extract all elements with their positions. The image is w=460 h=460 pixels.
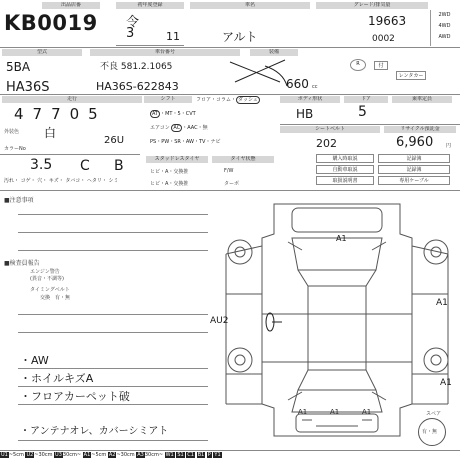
interior-checklist: 汚れ・ コゲ・ 穴・ キズ・ タバコ・ ヘタリ・ シミ: [4, 178, 119, 184]
interior-opt: タバコ: [65, 178, 81, 184]
venue-header: 出品店番: [42, 2, 100, 9]
displacement: 660: [286, 77, 309, 91]
model: 5BA: [6, 60, 31, 74]
damage-mark: AU2: [210, 316, 229, 326]
recycle-header: リサイクル預託金: [384, 126, 456, 133]
damage-mark: A1: [298, 408, 308, 416]
legend-s1: S1: [177, 452, 184, 458]
recycle-unit: 円: [446, 143, 452, 149]
trans-mt: MT: [165, 111, 173, 117]
drive-awd: AWD: [438, 34, 451, 40]
trans-cvt: CVT: [185, 111, 196, 117]
opt-purchase-manual: 購入時取説: [316, 154, 374, 163]
damage-mark: A1: [436, 298, 448, 308]
turbo-label: ターボ: [224, 181, 240, 187]
damage-mark: A1: [362, 408, 372, 416]
first-reg-header: 初年度登録: [116, 2, 184, 9]
drive-4wd: 4WD: [438, 23, 451, 29]
spare-value: 有・無: [422, 429, 438, 435]
legend-a3-desc: 30cm~: [144, 452, 164, 458]
car-name-header: 車名: [190, 2, 310, 9]
seatbelt-header: シートベルト: [280, 126, 380, 133]
trans-5: 5: [177, 111, 181, 117]
tire-opt-1: ヒビ・A・交換推: [150, 169, 189, 175]
equip-aw: AW: [185, 139, 194, 145]
legend-u3: U3: [55, 452, 62, 458]
interior-opt: コゲ: [20, 178, 31, 184]
mileage: 47705: [14, 105, 107, 123]
trans-options: AT ・MT・5・CVT: [152, 111, 196, 117]
engine-label: エンジン警告: [30, 269, 60, 275]
grade-text: 19663: [368, 14, 407, 28]
shift-dash: ダッシュ: [238, 97, 258, 103]
doors: 5: [358, 104, 367, 120]
model-header: 型式: [2, 49, 82, 56]
interior-opt: キズ: [48, 178, 59, 184]
studless-header: スタッドレスタイヤ: [146, 156, 208, 163]
damage-mark: A1: [336, 234, 347, 243]
vin-scribble-icon: [225, 52, 295, 92]
interior-grade: C: [80, 158, 90, 174]
ac-none: 無: [202, 125, 208, 131]
opt-car-manual: 自動車取説: [316, 165, 374, 174]
equip-tv: TV: [198, 139, 206, 145]
cc-unit: cc: [312, 84, 318, 90]
recycle: 6,960: [396, 135, 434, 150]
seats-header: 乗車定員: [392, 96, 452, 103]
seatbelt: 202: [316, 137, 337, 150]
handwritten-note: ・ホイルキズA: [20, 372, 94, 385]
legend-u1-desc: ~5cm: [8, 452, 24, 458]
reg-year: 3: [126, 26, 135, 41]
grade-header: グレード/排気量: [316, 2, 428, 9]
exterior-grade: B: [114, 158, 124, 174]
spare-label: スペア: [426, 411, 442, 417]
legend-u3-desc: 30cm~: [62, 452, 82, 458]
shift-header: シフト: [144, 96, 192, 103]
opt-fu: 付: [374, 61, 388, 70]
shift-options: フロア・コラム・ ダッシュ: [196, 97, 258, 103]
handwritten-note: ・AW: [20, 354, 49, 367]
vin-model: HA36S: [6, 80, 50, 95]
legend-a2: A2: [108, 452, 116, 458]
opt-rental: レンタカー: [396, 71, 426, 80]
fw-label: F/W: [224, 168, 234, 174]
inspection-title: ■検査員報告: [4, 260, 40, 267]
ac-label: エアコン: [150, 125, 170, 131]
body-type: HB: [296, 107, 314, 121]
color: 白: [44, 126, 57, 140]
reg-month: 11: [166, 30, 180, 43]
trans-at: AT: [152, 111, 159, 117]
color-label: 外装色: [4, 129, 20, 135]
legend-u1: U1: [1, 452, 8, 458]
equip-navi: ナビ: [210, 139, 221, 145]
damage-mark: A1: [440, 378, 452, 388]
color-code: 26U: [104, 135, 125, 146]
lot-number: KB0019: [4, 11, 98, 35]
drive-options: [430, 10, 458, 46]
legend-bar: [0, 450, 460, 460]
legend-y1: Y1: [214, 452, 221, 458]
legend-u2: U2: [26, 452, 34, 458]
handwritten-note: ・フロアカーペット破: [20, 390, 130, 403]
color-code-label: カラーNo: [4, 146, 26, 152]
legend-p: P: [207, 452, 211, 458]
doors-header: ドア: [344, 96, 388, 103]
legend-a1-desc: ~5cm: [91, 452, 107, 458]
tire-header: タイヤ状態: [212, 156, 274, 163]
tire-opt-2: ヒビ・A・交換推: [150, 181, 189, 187]
ac-ac: AC: [173, 125, 181, 131]
timing-label: タイミングベルト: [30, 287, 70, 293]
equip-sr: SR: [174, 139, 181, 145]
opt-record-book: 記録簿: [378, 165, 450, 174]
era: 令: [126, 15, 140, 30]
car-name: アルト: [222, 30, 258, 44]
interior-opt: 穴: [37, 178, 43, 184]
handwritten-note: ・アンテナオレ、カバーシミアト: [20, 426, 169, 437]
equip-options: PS・PW・SR・AW・TV・ナビ: [150, 139, 221, 145]
damage-mark: A1: [330, 408, 340, 416]
interior-opt: 汚れ: [4, 178, 15, 184]
drive-2wd: 2WD: [438, 12, 451, 18]
shift-floor: フロア: [196, 97, 212, 103]
vin-header: 車台番号: [90, 49, 240, 56]
opt-manual: 取扱説明書: [316, 176, 374, 185]
interior-opt: シミ: [108, 178, 119, 184]
timing-opts: 交換 有・無: [40, 295, 71, 301]
special-options: [316, 154, 458, 190]
opt-r: R: [350, 59, 366, 71]
shift-column: コラム: [216, 97, 231, 103]
legend-w1: W1: [165, 452, 174, 458]
body-type-header: ボディ形状: [280, 96, 340, 103]
equip-pw: PW: [161, 139, 170, 145]
mileage-header: 走行: [2, 96, 142, 103]
vin-full: HA36S-622843: [96, 80, 179, 93]
interior-opt: ヘタリ: [86, 178, 102, 184]
vin-note: 不良 581.2.1065: [100, 62, 173, 72]
legend-u2-desc: ~30cm: [34, 452, 53, 458]
grade-options: [338, 59, 430, 87]
legend-a1: A1: [83, 452, 91, 458]
notes-title: ■注意事項: [4, 197, 34, 204]
ac-aac: AAC: [187, 125, 198, 131]
score: 3.5: [30, 157, 53, 173]
opt-cable: 専用ケーブル: [378, 176, 450, 185]
grade-sub: 0002: [372, 34, 395, 44]
legend-a2-desc: ~30cm: [116, 452, 135, 458]
legend-c1: C1: [187, 452, 194, 458]
legend-b1: B1: [197, 452, 205, 458]
opt-new-warranty: 記録簿: [378, 154, 450, 163]
engine-sub: (異音・不調等): [30, 276, 64, 282]
equip-ps: PS: [150, 139, 157, 145]
equip-header: 装備: [250, 49, 298, 56]
legend-a3: A3: [137, 452, 144, 458]
ac-options: エアコン AC ・AAC・無: [150, 125, 208, 131]
